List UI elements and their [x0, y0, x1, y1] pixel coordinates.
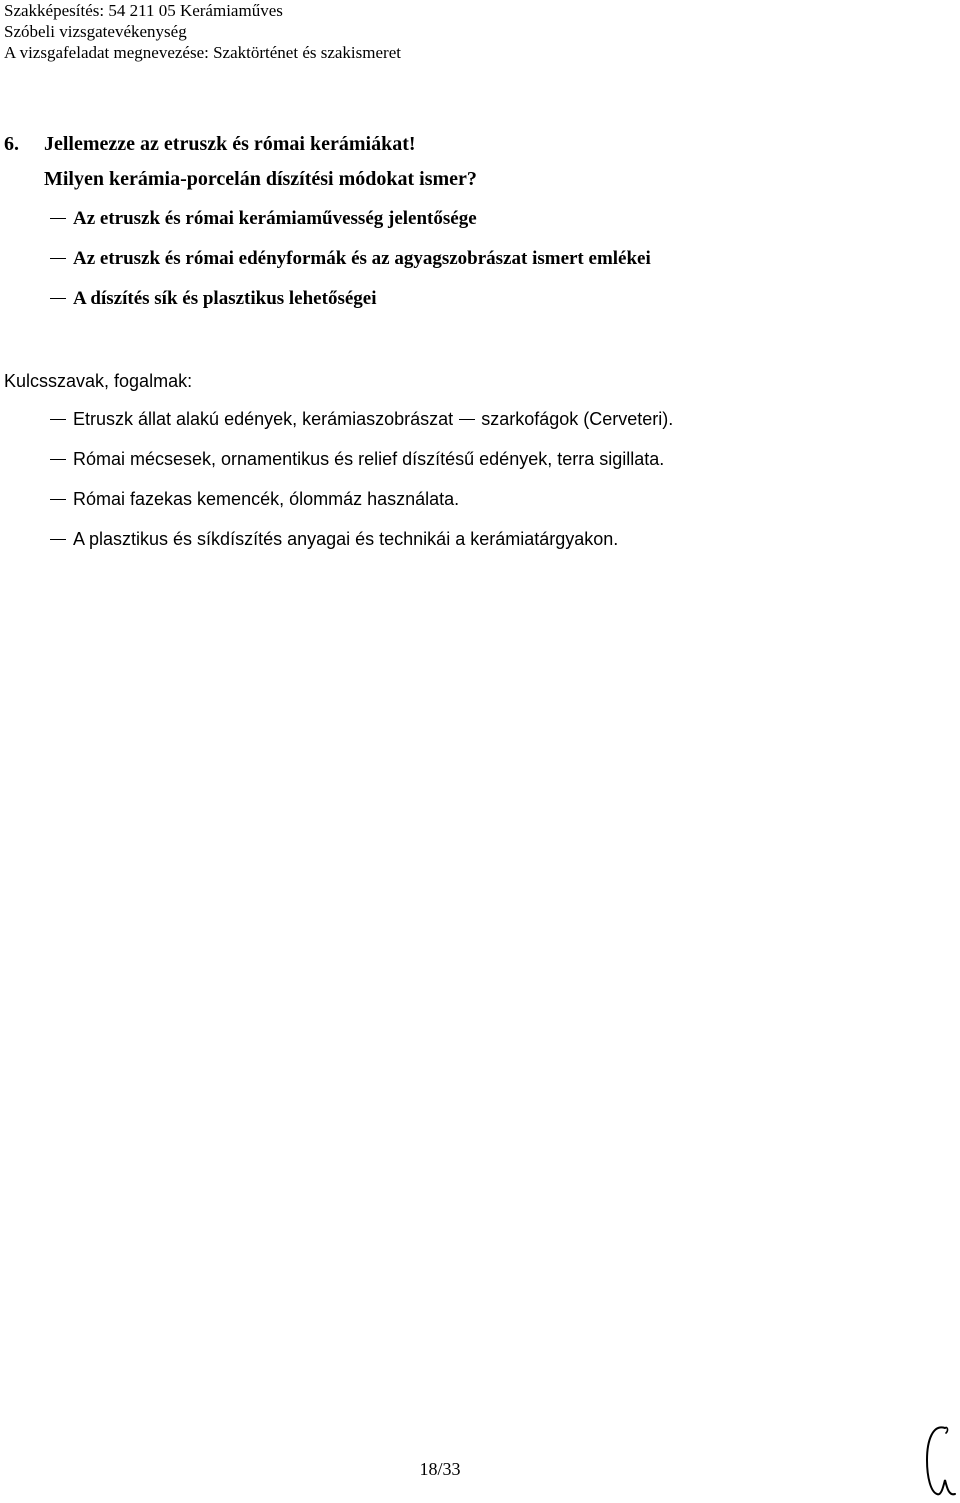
list-item — [50, 206, 651, 246]
keyword-list — [50, 406, 673, 566]
header-exam-type: Szóbeli vizsgatevékenység — [4, 22, 187, 41]
dash-bullet — [50, 539, 66, 540]
task-title: Jellemezze az etruszk és római kerámiákat! — [44, 133, 416, 155]
keyword-text: Római fazekas kemencék, ólommáz használata. — [73, 489, 460, 509]
page-number: 18/33 — [419, 1459, 461, 1479]
header-task-name: A vizsgafeladat megnevezése: Szaktörténet és szakismeret — [4, 43, 401, 62]
dash-bullet — [50, 298, 66, 299]
dash-bullet — [50, 459, 66, 460]
list-item — [50, 486, 673, 526]
topic-text: Az etruszk és római edényformák és az agyagszobrászat ismert emlékei — [73, 248, 651, 269]
list-item — [50, 246, 651, 286]
task-subtitle: Milyen kerámia-porcelán díszítési módokat ismer? — [44, 168, 477, 190]
signature-mark — [915, 1420, 960, 1500]
dash-bullet — [50, 258, 66, 259]
topic-list — [50, 206, 651, 326]
dash-bullet — [50, 419, 66, 420]
list-item — [50, 286, 651, 326]
topic-text: A díszítés sík és plasztikus lehetőségei — [73, 288, 377, 309]
header-qualification: Szakképesítés: 54 211 05 Kerámiaműves — [4, 1, 283, 20]
keyword-text-continued: szarkofágok (Cerveteri). — [481, 409, 674, 429]
task-heading — [4, 122, 416, 166]
list-item — [50, 406, 673, 446]
dash-bullet — [50, 218, 66, 219]
task-number: 6. — [4, 133, 19, 155]
list-item — [50, 526, 673, 566]
inner-dash — [459, 419, 475, 420]
dash-bullet — [50, 499, 66, 500]
keyword-text: A plasztikus és síkdíszítés anyagai és technikái a kerámiatárgyakon. — [73, 529, 619, 549]
topic-text: Az etruszk és római kerámiaművesség jelentősége — [73, 208, 477, 229]
keyword-text: Római mécsesek, ornamentikus és relief díszítésű edények, terra sigillata. — [73, 449, 665, 469]
keyword-text: Etruszk állat alakú edények, kerámiaszobrászat — [73, 409, 454, 429]
keywords-title: Kulcsszavak, fogalmak: — [4, 371, 193, 391]
document-header — [4, 0, 401, 63]
list-item — [50, 446, 673, 486]
